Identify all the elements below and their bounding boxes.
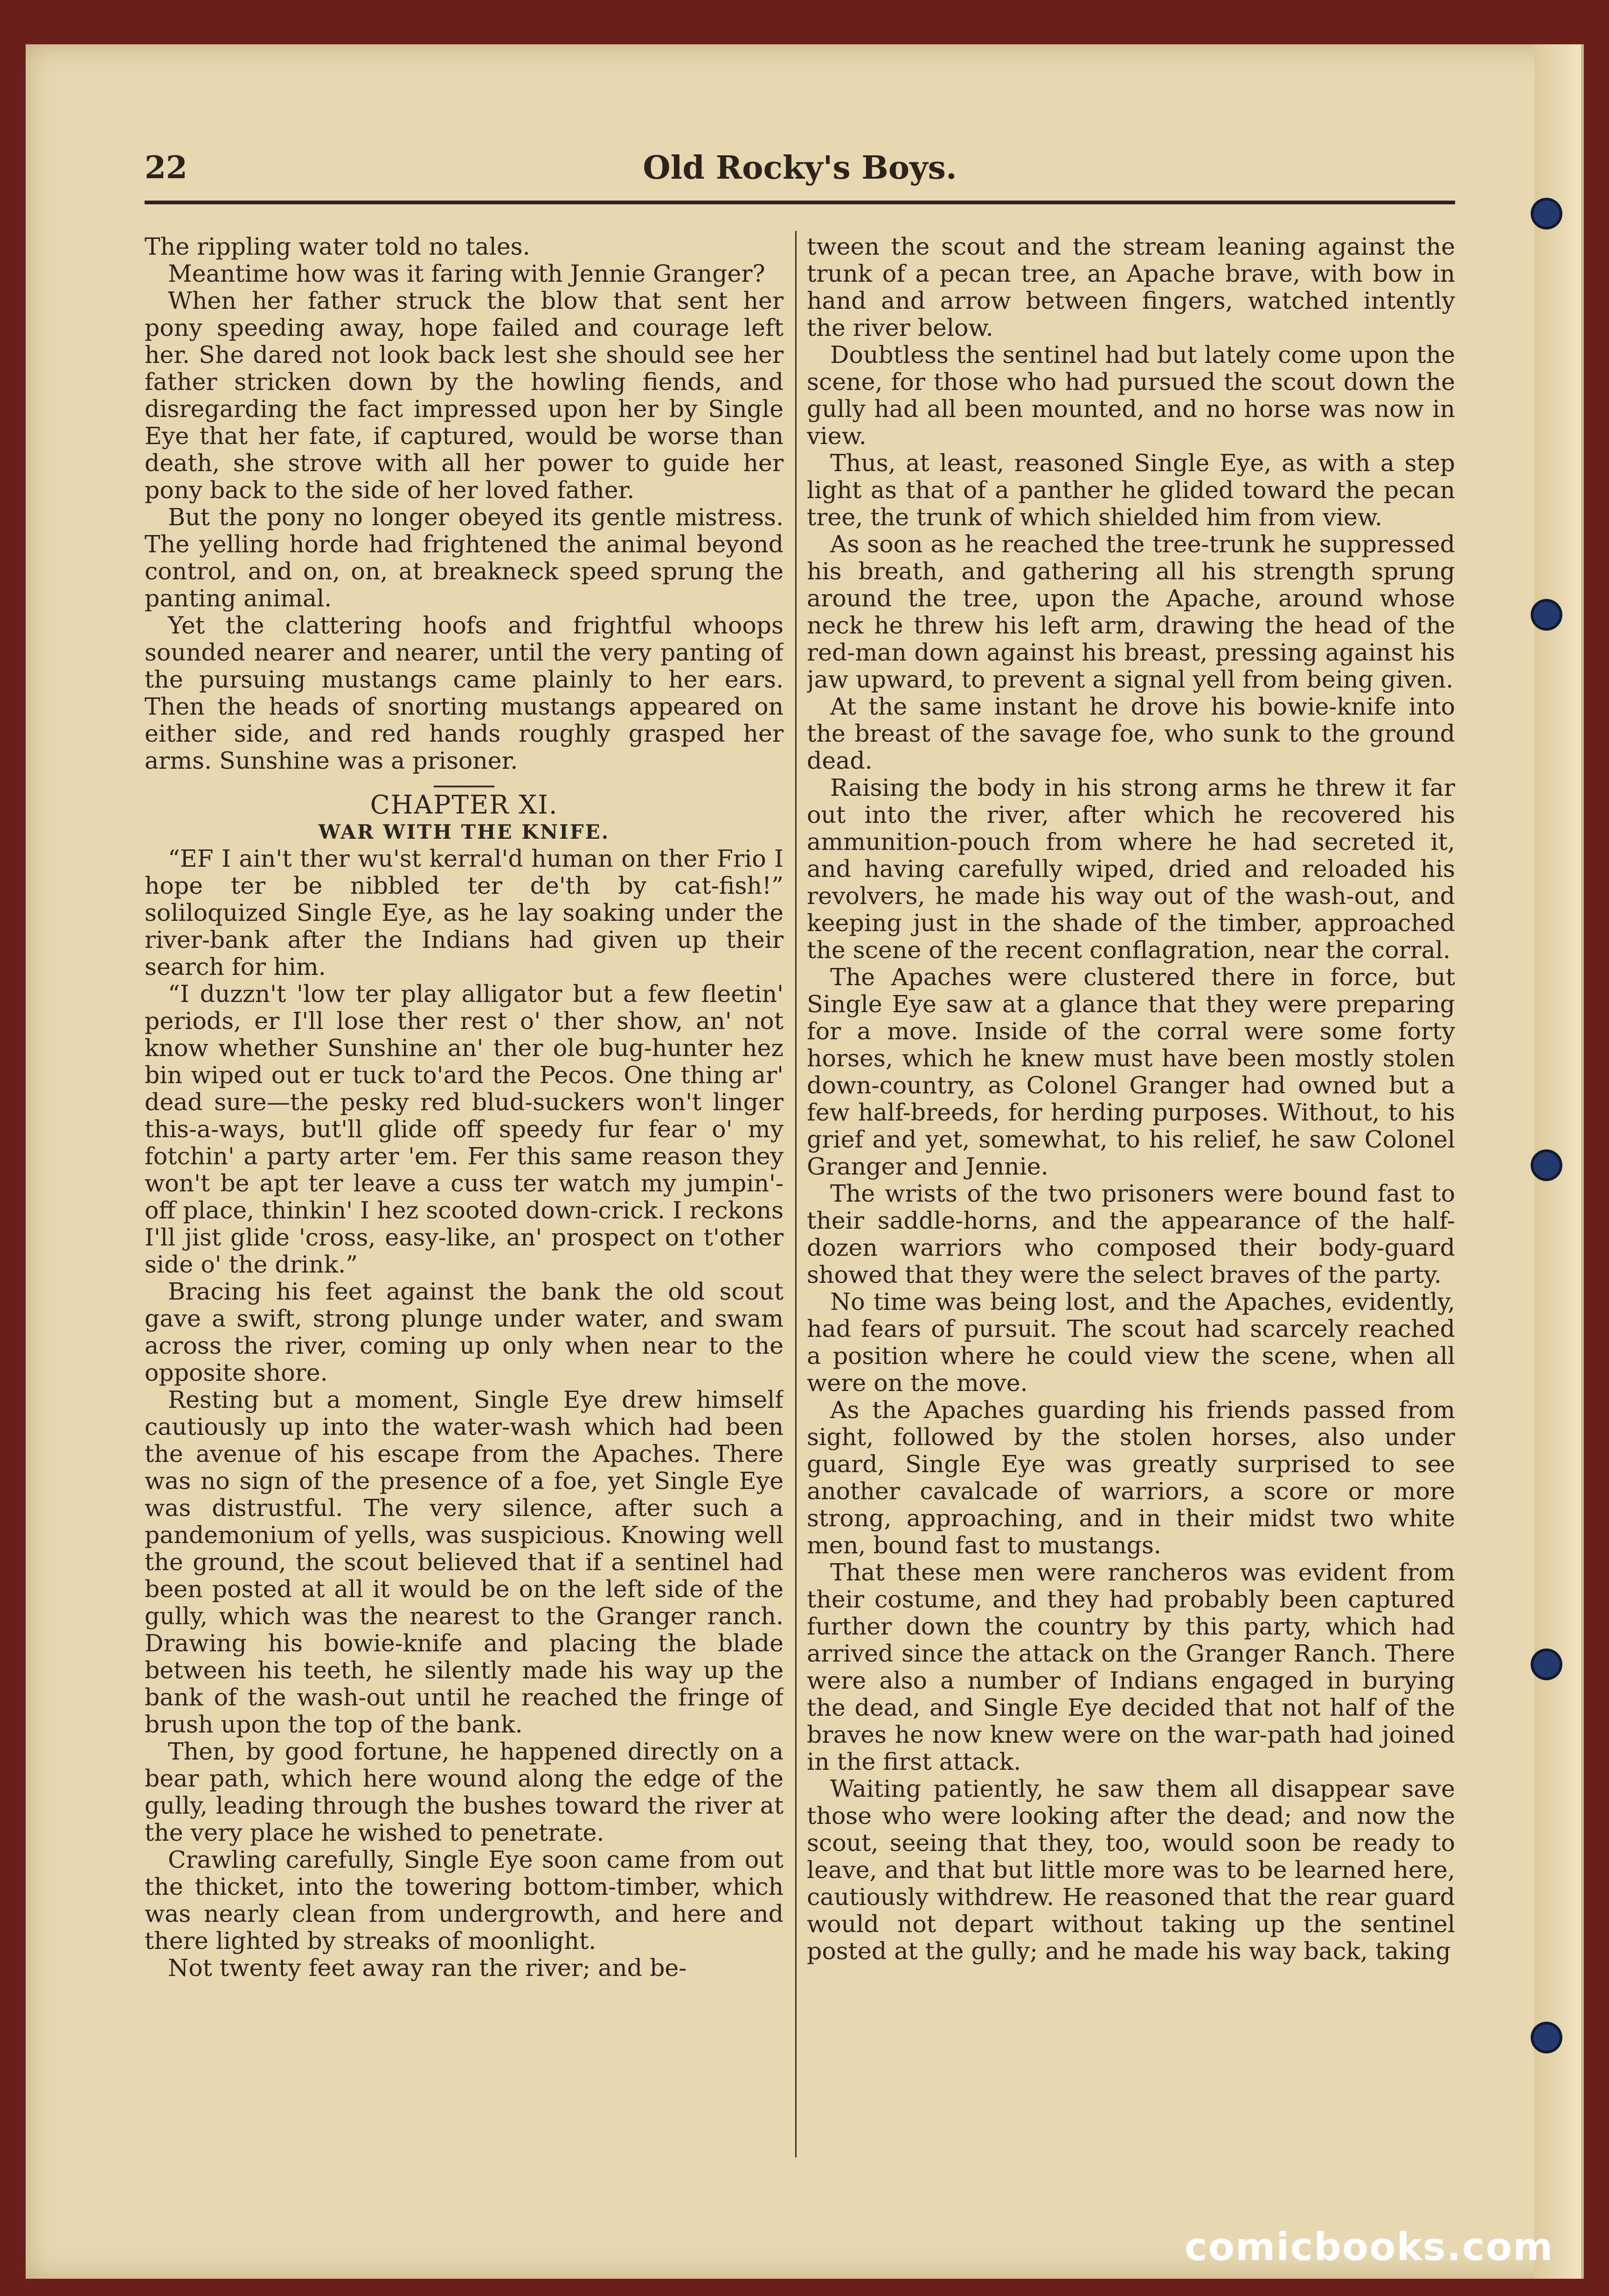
- paragraph: Meantime how was it faring with Jennie Granger?: [168, 260, 765, 287]
- paragraph: But the pony no longer obeyed its gentle mistress. The yelling horde had frightened the animal beyond control, and on, on, at breakneck speed sprung the panting animal.: [145, 503, 784, 612]
- staple-hole: [1533, 602, 1560, 628]
- paragraph: Crawling carefully, Single Eye soon came from out the thicket, into the towering bottom-timber, which was nearly clean from undergrowth, and here and there lighted by streaks of moonlight.: [145, 1846, 784, 1955]
- page-header: [145, 149, 1455, 204]
- paragraph: Not twenty feet away ran the river; and be-: [168, 1954, 687, 1982]
- page-number: 22: [145, 149, 187, 186]
- chapter-rule: [434, 786, 494, 787]
- paragraph: Raising the body in his strong arms he threw it far out into the river, after which he recovered his ammunition-pouch from where he had secreted it, and having carefully wiped, dried and reloaded his revolvers, he made his way out of the wash-out, and keeping just in the shade of the timber, approached the scene of the recent conflagration, near the corral.: [807, 774, 1455, 964]
- staple-hole: [1533, 1152, 1560, 1178]
- paragraph: The rippling water told no tales.: [145, 233, 530, 260]
- paragraph: Then, by good fortune, he happened directly on a bear path, which here wound along the edge of the gully, leading through the bushes toward the river at the very place he wished to penetrate.: [145, 1738, 784, 1846]
- right-column: [807, 233, 1455, 2169]
- paragraph: At the same instant he drove his bowie-knife into the breast of the savage foe, who sunk to the ground dead.: [807, 693, 1455, 774]
- paragraph: “I duzzn't 'low ter play alligator but a few fleetin' periods, er I'll lose ther rest o' ther show, an' not know whether Sunshine an' ther ole bug-hunter hez bin wiped out er tuck to'ard the Pecos. One thing ar' dead sure—the pesky red blud-suckers won't linger this-a-ways, but'll glide off speedy fur fear o' my fotchin' a party arter 'em. Fer this same reason they won't be apt ter leave a cuss ter watch my jumpin'-off place, thinkin' I hez scooted down-crick. I reckons I'll jist glide 'cross, easy-like, an' prospect on t'other side o' the drink.”: [145, 980, 784, 1278]
- paragraph: No time was being lost, and the Apaches, evidently, had fears of pursuit. The scout had scarcely reached a position where he could view the scene, when all were on the move.: [807, 1288, 1455, 1397]
- paragraph: Yet the clattering hoofs and frightful whoops sounded nearer and nearer, until the very panting of the pursuing mustangs came plainly to her ears. Then the heads of snorting mustangs appeared on either side, and red hands roughly grasped her arms. Sunshine was a prisoner.: [145, 612, 784, 774]
- left-column: [145, 233, 784, 2169]
- watermark: comicbooks.com: [1185, 2225, 1554, 2269]
- chapter-title: CHAPTER XI.: [370, 790, 558, 820]
- paragraph: Waiting patiently, he saw them all disappear save those who were looking after the dead; and now the scout, seeing that they, too, would soon be ready to leave, and that but little more was to be learned here, cautiously withdrew. He reasoned that the rear guard would not depart without taking up the sentinel posted at the gully; and he made his way back, taking: [807, 1775, 1455, 1965]
- column-divider: [795, 231, 797, 2157]
- running-title: Old Rocky's Boys.: [643, 149, 957, 187]
- paragraph: The wrists of the two prisoners were bound fast to their saddle-horns, and the appearance of the half-dozen warriors who composed their body-guard showed that they were the select braves of the party.: [807, 1180, 1455, 1288]
- paragraph: As the Apaches guarding his friends passed from sight, followed by the stolen horses, also under guard, Single Eye was greatly surprised to see another cavalcade of warriors, a score or more strong, approaching, and in their midst two white men, bound fast to mustangs.: [807, 1396, 1455, 1559]
- paragraph: The Apaches were clustered there in force, but Single Eye saw at a glance that they were preparing for a move. Inside of the corral were some forty horses, which he knew must have been mostly stolen down-country, as Colonel Granger had owned but a few half-breeds, for herding purposes. Without, to his grief and yet, somewhat, to his relief, he saw Colonel Granger and Jennie.: [807, 963, 1455, 1180]
- paragraph: “EF I ain't ther wu'st kerral'd human on ther Frio I hope ter be nibbled ter de'th by cat-fish!” soliloquized Single Eye, as he lay soaking under the river-bank after the Indians had given up their search for him.: [145, 845, 784, 981]
- staple-hole: [1533, 1651, 1560, 1677]
- paragraph: Doubtless the sentinel had but lately come upon the scene, for those who had pursued the scout down the gully had all been mounted, and no horse was now in view.: [807, 341, 1455, 450]
- paragraph: When her father struck the blow that sent her pony speeding away, hope failed and courage left her. She dared not look back lest she should see her father stricken down by the howling fiends, and disregarding the fact impressed upon her by Single Eye that her fate, if captured, would be worse than death, she strove with all her power to guide her pony back to the side of her loved father.: [145, 287, 784, 504]
- paragraph: As soon as he reached the tree-trunk he suppressed his breath, and gathering all his strength sprung around the tree, upon the Apache, around whose neck he threw his left arm, drawing the head of the red-man down against his breast, pressing against his jaw upward, to prevent a signal yell from being given.: [807, 530, 1455, 693]
- paragraph: tween the scout and the stream leaning against the trunk of a pecan tree, an Apache brave, with bow in hand and arrow between fingers, watched intently the river below.: [807, 233, 1455, 341]
- paragraph: Thus, at least, reasoned Single Eye, as with a step light as that of a panther he glided toward the pecan tree, the trunk of which shielded him from view.: [807, 449, 1455, 531]
- staple-hole: [1533, 2025, 1560, 2051]
- paragraph: Resting but a moment, Single Eye drew himself cautiously up into the water-wash which had been the avenue of his escape from the Apaches. There was no sign of the presence of a foe, yet Single Eye was distrustful. The very silence, after such a pandemonium of yells, was suspicious. Knowing well the ground, the scout believed that if a sentinel had been posted at all it would be on the left side of the gully, which was the nearest to the Granger ranch. Drawing his bowie-knife and placing the blade between his teeth, he silently made his way up the bank of the wash-out until he reached the fringe of brush upon the top of the bank.: [145, 1386, 784, 1738]
- paragraph: Bracing his feet against the bank the old scout gave a swift, strong plunge under water, and swam across the river, coming up only when near to the opposite shore.: [145, 1278, 784, 1386]
- staple-hole: [1533, 201, 1560, 227]
- chapter-subtitle: WAR WITH THE KNIFE.: [318, 821, 610, 843]
- paragraph: That these men were rancheros was evident from their costume, and they had probably been captured further down the country by this party, which had arrived since the attack on the Granger Ranch. There were also a number of Indians engaged in burying the dead, and Single Eye decided that not half of the braves he now knew were on the war-path had joined in the first attack.: [807, 1558, 1455, 1775]
